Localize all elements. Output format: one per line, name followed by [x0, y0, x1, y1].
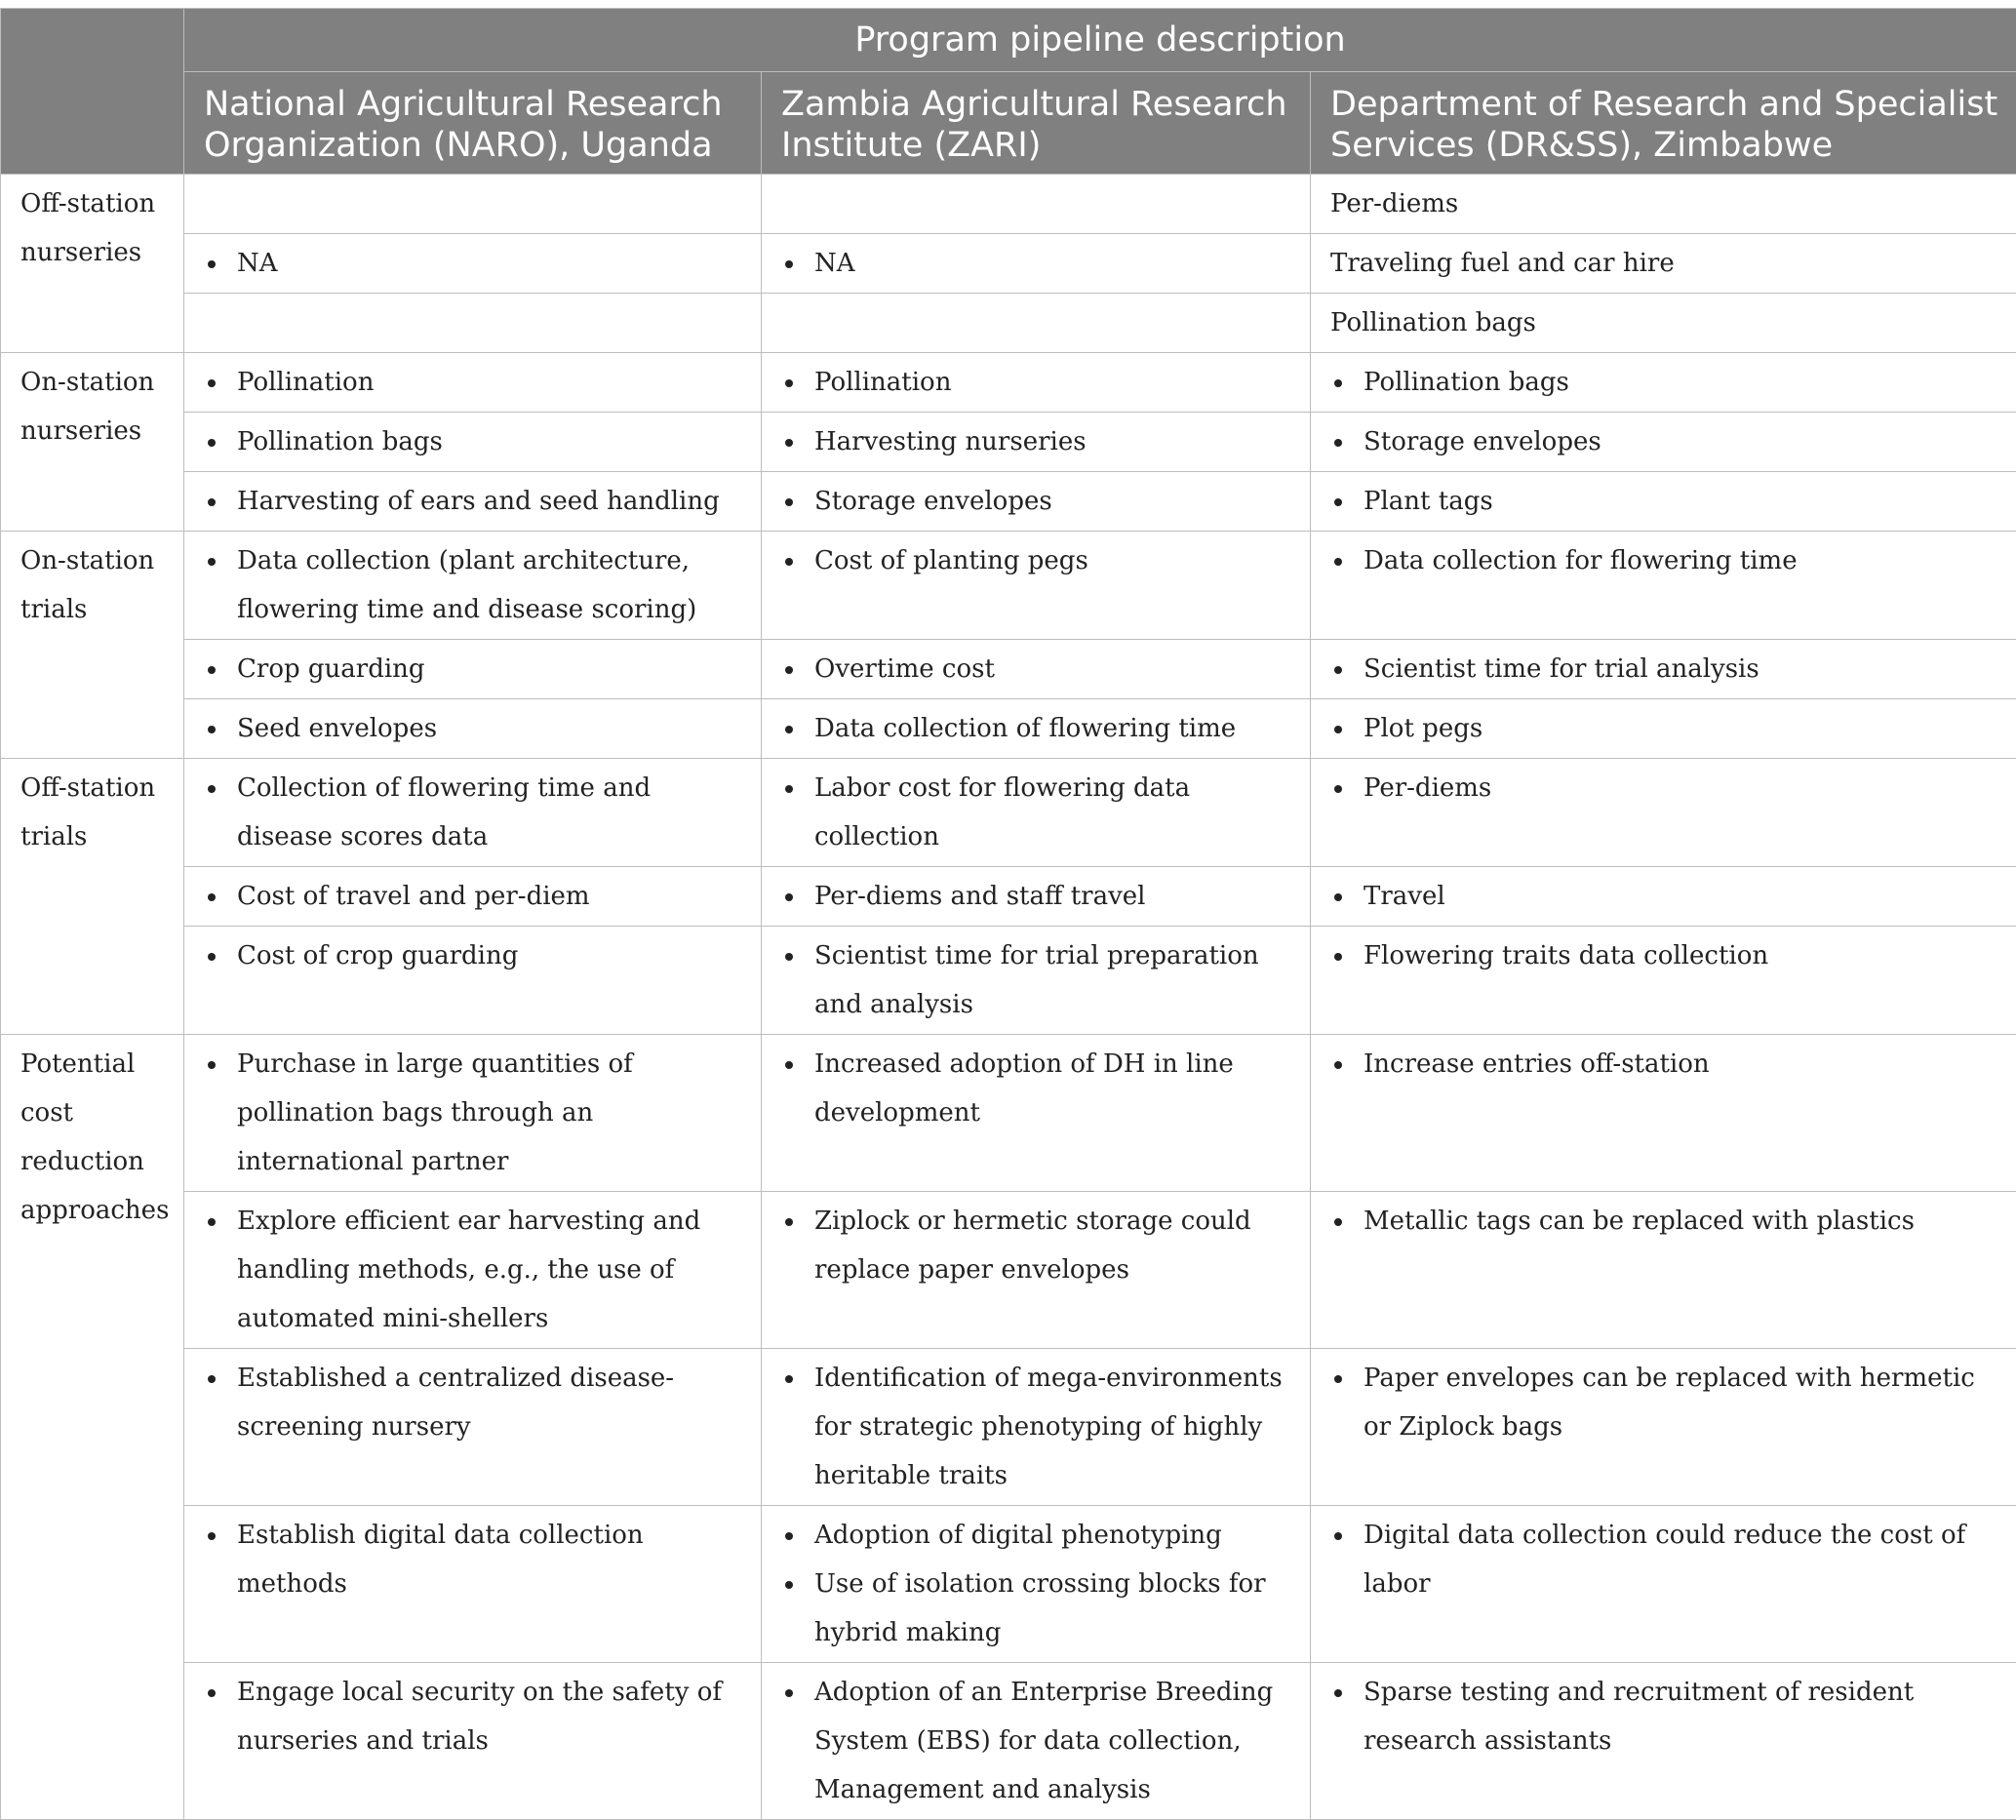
list-item: Engage local security on the safety of nurseries and trials — [204, 1668, 751, 1765]
list-item: Adoption of digital phenotyping — [781, 1511, 1300, 1560]
cell-drss — [1311, 532, 2016, 640]
cell-naro — [184, 1663, 762, 1820]
list-item: Identification of mega-environments for strategic phenotyping of highly heritable traits — [781, 1354, 1300, 1500]
list-item: Collection of flowering time and disease scores data — [204, 764, 751, 861]
list-item: Digital data collection could reduce the cost of labor — [1330, 1511, 2006, 1608]
list-item: Flowering traits data collection — [1330, 931, 2006, 980]
list-item: Metallic tags can be replaced with plastics — [1330, 1197, 2006, 1246]
cell-zari — [762, 867, 1311, 927]
table-row — [1, 1035, 2016, 1192]
cell-naro — [184, 927, 762, 1035]
cell-naro — [184, 1035, 762, 1192]
table-row — [1, 1506, 2016, 1663]
list-item: NA — [781, 239, 1300, 288]
list-item: Labor cost for flowering data collection — [781, 764, 1300, 861]
table-row — [1, 532, 2016, 640]
cell-drss — [1311, 927, 2016, 1035]
cell-zari — [762, 532, 1311, 640]
table-row — [1, 294, 2016, 353]
list-item: Cost of crop guarding — [204, 931, 751, 980]
row-header-on-station-nurseries: On-station nurseries — [1, 353, 184, 532]
list-item: Data collection for flowering time — [1330, 536, 2006, 585]
cell-naro — [184, 759, 762, 867]
list-item: Plot pegs — [1330, 704, 2006, 753]
list-item: Pollination bags — [204, 417, 751, 466]
cell-drss — [1311, 1192, 2016, 1349]
cell-naro — [184, 640, 762, 699]
cell-drss — [1311, 699, 2016, 759]
table-row — [1, 413, 2016, 472]
list-item: Pollination — [204, 358, 751, 407]
list-item: Use of isolation crossing blocks for hybrid making — [781, 1560, 1300, 1657]
cell-zari — [762, 1506, 1311, 1663]
table-row — [1, 1663, 2016, 1820]
cell-naro — [184, 472, 762, 532]
column-header-naro: National Agricultural Research Organization (NARO), Uganda — [184, 72, 762, 175]
cell-zari — [762, 1663, 1311, 1820]
cell-drss — [1311, 759, 2016, 867]
table-super-header: Program pipeline description — [184, 9, 2016, 72]
cell-naro — [184, 353, 762, 413]
cell-zari — [762, 640, 1311, 699]
cell-zari — [762, 234, 1311, 294]
table-row — [1, 867, 2016, 927]
cell-drss — [1311, 1349, 2016, 1506]
cell-drss — [1311, 413, 2016, 472]
list-item: Per-diems and staff travel — [781, 872, 1300, 921]
cell-zari — [762, 699, 1311, 759]
cell-text: Pollination bags — [1330, 308, 1536, 337]
cell-naro — [184, 413, 762, 472]
list-item: Per-diems — [1330, 764, 2006, 812]
cell-zari — [762, 472, 1311, 532]
cell-zari — [762, 1349, 1311, 1506]
cell-drss — [1311, 294, 2016, 353]
table-row — [1, 759, 2016, 867]
cell-naro — [184, 1349, 762, 1506]
cell-naro — [184, 699, 762, 759]
list-item: Storage envelopes — [1330, 417, 2006, 466]
cell-drss — [1311, 175, 2016, 234]
cell-naro — [184, 1506, 762, 1663]
table-row — [1, 1349, 2016, 1506]
cell-naro — [184, 175, 762, 234]
list-item: Cost of travel and per-diem — [204, 872, 751, 921]
list-item: Increase entries off-station — [1330, 1040, 2006, 1088]
list-item: Data collection (plant architecture, flowering time and disease scoring) — [204, 536, 751, 634]
list-item: Seed envelopes — [204, 704, 751, 753]
table-row — [1, 1192, 2016, 1349]
list-item: Sparse testing and recruitment of resident research assistants — [1330, 1668, 2006, 1765]
list-item: Established a centralized disease-screening nursery — [204, 1354, 751, 1451]
list-item: NA — [204, 239, 751, 288]
list-item: Pollination bags — [1330, 358, 2006, 407]
table-row — [1, 234, 2016, 294]
list-item: Purchase in large quantities of pollination bags through an international partner — [204, 1040, 751, 1186]
column-header-drss: Department of Research and Specialist Services (DR&SS), Zimbabwe — [1311, 72, 2016, 175]
list-item: Overtime cost — [781, 645, 1300, 693]
cell-drss — [1311, 353, 2016, 413]
cell-zari — [762, 175, 1311, 234]
cell-drss — [1311, 640, 2016, 699]
list-item: Explore efficient ear harvesting and handling methods, e.g., the use of automated mini-shellers — [204, 1197, 751, 1343]
cell-naro — [184, 1192, 762, 1349]
cell-zari — [762, 1192, 1311, 1349]
list-item: Harvesting nurseries — [781, 417, 1300, 466]
cell-drss — [1311, 234, 2016, 294]
list-item: Paper envelopes can be replaced with hermetic or Ziplock bags — [1330, 1354, 2006, 1451]
list-item: Crop guarding — [204, 645, 751, 693]
list-item: Adoption of an Enterprise Breeding System (EBS) for data collection, Management and analysis — [781, 1668, 1300, 1814]
cell-text: Traveling fuel and car hire — [1330, 249, 1675, 278]
cell-drss — [1311, 472, 2016, 532]
pipeline-cost-table — [0, 8, 2016, 1820]
list-item: Scientist time for trial preparation and analysis — [781, 931, 1300, 1029]
cell-naro — [184, 234, 762, 294]
list-item: Travel — [1330, 872, 2006, 921]
row-header-cost-reduction: Potential cost reduction approaches — [1, 1035, 184, 1820]
cell-naro — [184, 532, 762, 640]
column-header-zari: Zambia Agricultural Research Institute (ZARI) — [762, 72, 1311, 175]
table-row — [1, 175, 2016, 234]
row-header-on-station-trials: On-station trials — [1, 532, 184, 759]
list-item: Ziplock or hermetic storage could replace paper envelopes — [781, 1197, 1300, 1294]
row-header-off-station-trials: Off-station trials — [1, 759, 184, 1035]
table-row — [1, 640, 2016, 699]
list-item: Plant tags — [1330, 477, 2006, 526]
list-item: Scientist time for trial analysis — [1330, 645, 2006, 693]
list-item: Cost of planting pegs — [781, 536, 1300, 585]
list-item: Increased adoption of DH in line development — [781, 1040, 1300, 1137]
cell-drss — [1311, 867, 2016, 927]
table-row — [1, 699, 2016, 759]
cell-naro — [184, 867, 762, 927]
list-item: Storage envelopes — [781, 477, 1300, 526]
cell-zari — [762, 927, 1311, 1035]
cell-drss — [1311, 1035, 2016, 1192]
corner-header-cell — [1, 9, 184, 175]
cell-text: Per-diems — [1330, 189, 1458, 218]
table-row — [1, 472, 2016, 532]
table-row — [1, 353, 2016, 413]
cell-zari — [762, 294, 1311, 353]
table-row — [1, 927, 2016, 1035]
cell-drss — [1311, 1506, 2016, 1663]
cell-zari — [762, 1035, 1311, 1192]
list-item: Harvesting of ears and seed handling — [204, 477, 751, 526]
list-item: Establish digital data collection methods — [204, 1511, 751, 1608]
cell-naro — [184, 294, 762, 353]
list-item: Pollination — [781, 358, 1300, 407]
cell-zari — [762, 759, 1311, 867]
row-header-off-station-nurseries: Off-station nurseries — [1, 175, 184, 353]
cell-drss — [1311, 1663, 2016, 1820]
cell-zari — [762, 353, 1311, 413]
list-item: Data collection of flowering time — [781, 704, 1300, 753]
cell-zari — [762, 413, 1311, 472]
